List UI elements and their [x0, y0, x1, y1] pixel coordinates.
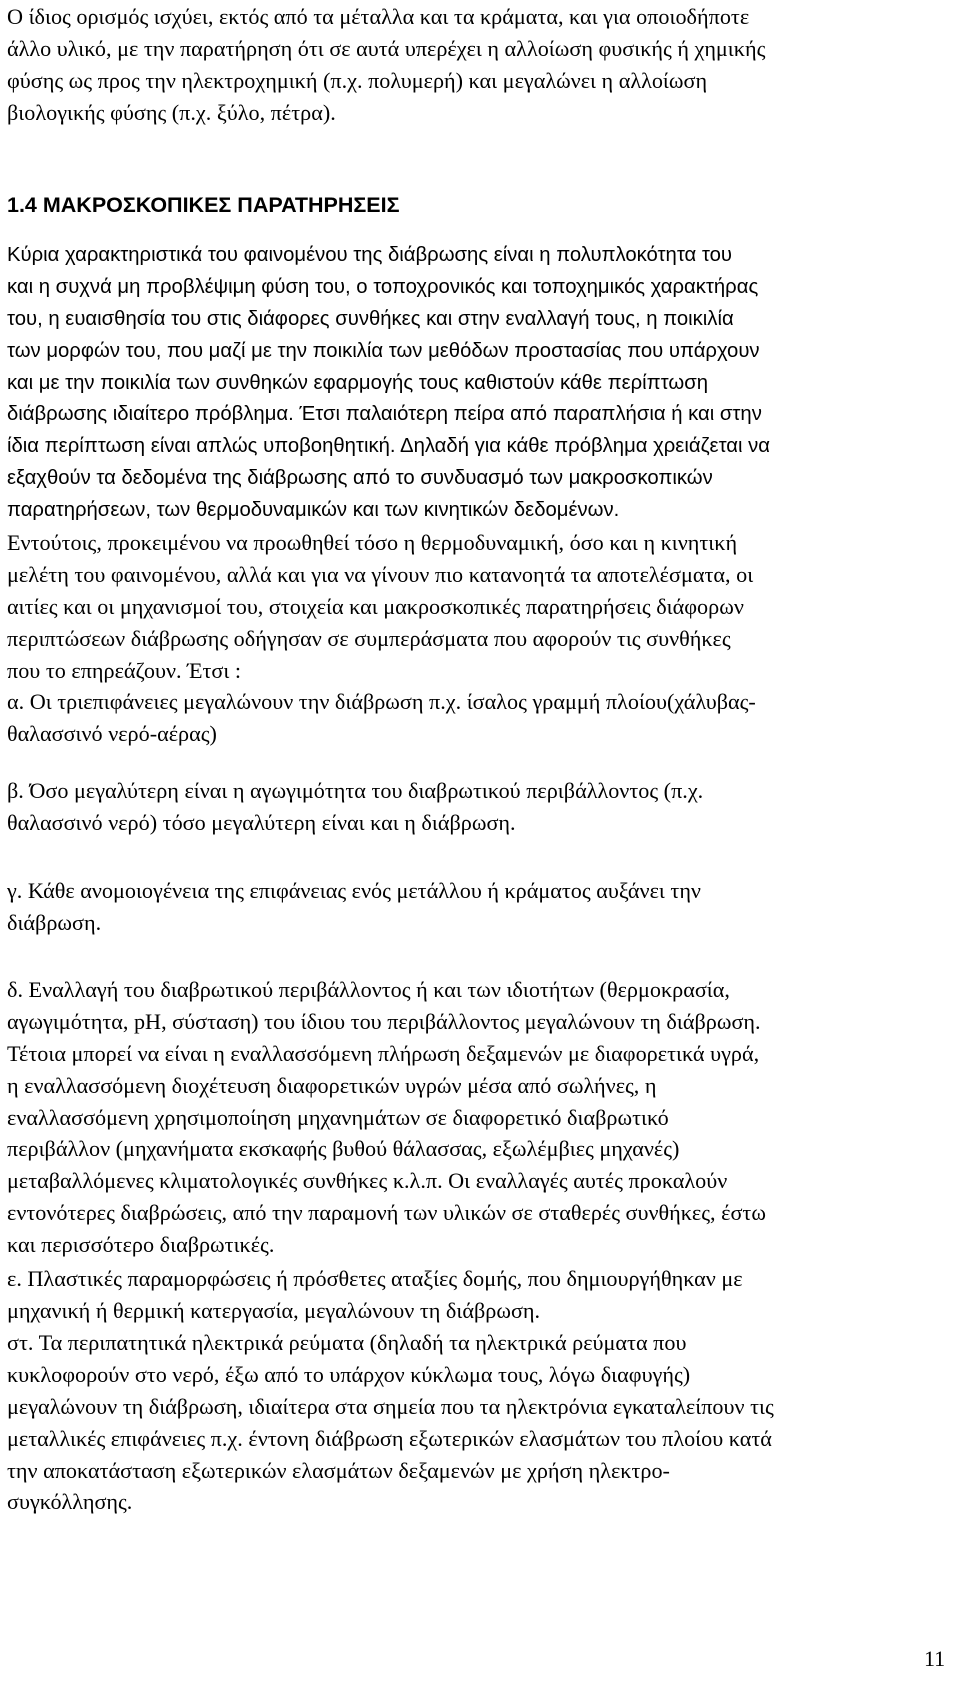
text-line: εντονότερες διαβρώσεις, από την παραμονή των υλικών σε σταθερές συνθήκες, έστω: [7, 1200, 766, 1226]
list-item-a: α. Οι τριεπιφάνειες μεγαλώνουν την διάβρωση π.χ. ίσαλος γραμμή πλοίου(χάλυβας-: [7, 689, 756, 715]
text-line: β. Όσο μεγαλύτερη είναι η αγωγιμότητα του διαβρωτικού περιβάλλοντος (π.χ.: [7, 778, 704, 803]
text-line: περιπτώσεων διάβρωσης οδήγησαν σε συμπεράσματα που αφορούν τις συνθήκες: [7, 625, 731, 651]
text-line: μελέτη του φαινομένου, αλλά και για να γίνουν πιο κατανοητά τα αποτελέσματα, οι: [7, 561, 754, 587]
text-line: δ. Εναλλαγή του διαβρωτικού περιβάλλοντος ή και των ιδιοτήτων (θερμοκρασία,: [7, 977, 730, 1002]
list-item-d: [7, 974, 952, 1261]
text-line: φύσης ως προς την ηλεκτροχημική (π.χ. πολυμερή) και μεγαλώνει η αλλοίωση: [7, 67, 708, 93]
paragraph-conditions: [7, 527, 952, 750]
text-line: θαλασσινό νερό) τόσο μεγαλύτερη είναι και η διάβρωση.: [7, 809, 516, 835]
text-line: μηχανική ή θερμική κατεργασία, μεγαλώνουν τη διάβρωση.: [7, 1297, 541, 1323]
text-line: μεταλλικές επιφάνειες π.χ. έντονη διάβρωση εξωτερικών ελασμάτων του πλοίου κατά: [7, 1425, 772, 1451]
text-line: των μορφών του, που μαζί με την ποικιλία των μεθόδων προστασίας που υπάρχουν: [7, 339, 760, 362]
text-line: άλλο υλικό, με την παρατήρηση ότι σε αυτά υπερέχει η αλλοίωση φυσικής ή χημικής: [7, 35, 766, 61]
text-line: Κύρια χαρακτηριστικά του φαινομένου της διάβρωσης είναι η πολυπλοκότητα του: [7, 244, 733, 266]
text-line: και με την ποικιλία των συνθηκών εφαρμογής τους καθιστούν κάθε περίπτωση: [7, 371, 709, 394]
list-item-a-cont: θαλασσινό νερό-αέρας): [7, 721, 217, 747]
text-line: και περισσότερο διαβρωτικές.: [7, 1232, 275, 1258]
text-line: εναλλασσόμενη χρησιμοποίηση μηχανημάτων σε διαφορετικό διαβρωτικό: [7, 1104, 669, 1130]
text-line: διάβρωσης ιδιαίτερο πρόβλημα. Έτσι παλαιότερη πείρα από παραπλήσια ή και στην: [7, 403, 762, 426]
page-number: 11: [924, 1646, 946, 1671]
text-line: ε. Πλαστικές παραμορφώσεις ή πρόσθετες αταξίες δομής, που δημιουργήθηκαν με: [7, 1266, 743, 1291]
text-line: αιτίες και οι μηχανισμοί του, στοιχεία και μακροσκοπικές παρατηρήσεις διάφορων: [7, 593, 744, 619]
text-line: μεγαλώνουν τη διάβρωση, ιδιαίτερα στα σημεία που τα ηλεκτρόνια εγκαταλείπουν τις: [7, 1393, 774, 1419]
paragraph-overview: [7, 240, 952, 527]
intro-paragraph: [7, 1, 952, 129]
text-line: διάβρωση.: [7, 909, 102, 935]
list-item-st: [7, 1327, 952, 1518]
text-line: Εντούτοις, προκειμένου να προωθηθεί τόσο η θερμοδυναμική, όσο και η κινητική: [7, 530, 738, 555]
text-line: μεταβαλλόμενες κλιματολογικές συνθήκες κ.λ.π. Οι εναλλαγές αυτές προκαλούν: [7, 1168, 728, 1194]
text-line: του, η ευαισθησία του στις διάφορες συνθήκες και στην εναλλαγή τους, η ποικιλία: [7, 307, 734, 330]
text-line: στ. Τα περιπατητικά ηλεκτρικά ρεύματα (δηλαδή τα ηλεκτρικά ρεύματα που: [7, 1330, 687, 1355]
text-line: η εναλλασσόμενη διοχέτευση διαφορετικών υγρών μέσα από σωλήνες, η: [7, 1072, 657, 1098]
list-item-b: [7, 775, 952, 839]
text-line: και η συχνά μη προβλέψιμη φύση του, ο τοποχρονικός και τοποχημικός χαρακτήρας: [7, 275, 759, 298]
text-line: Ο ίδιος ορισμός ισχύει, εκτός από τα μέταλλα και τα κράματα, και για οποιοδήποτε: [7, 4, 750, 29]
list-item-e: [7, 1263, 952, 1327]
text-line: συγκόλλησης.: [7, 1489, 133, 1515]
text-line: εξαχθούν τα δεδομένα της διάβρωσης από το συνδυασμό των μακροσκοπικών: [7, 467, 713, 490]
text-line: βιολογικής φύσης (π.χ. ξύλο, πέτρα).: [7, 99, 336, 125]
text-line: παρατηρήσεων, των θερμοδυναμικών και των κινητικών δεδομένων.: [7, 499, 620, 522]
text-line: που το επηρεάζουν. Έτσι :: [7, 657, 242, 683]
text-line: γ. Κάθε ανομοιογένεια της επιφάνειας ενός μετάλλου ή κράματος αυξάνει την: [7, 878, 701, 903]
section-heading: 1.4 ΜΑΚΡΟΣΚΟΠΙΚΕΣ ΠΑΡΑΤΗΡΗΣΕΙΣ: [7, 193, 400, 217]
text-line: αγωγιμότητα, pH, σύσταση) του ίδιου του περιβάλλοντος μεγαλώνουν τη διάβρωση.: [7, 1008, 761, 1034]
text-line: Τέτοια μπορεί να είναι η εναλλασσόμενη πλήρωση δεξαμενών με διαφορετικά υγρά,: [7, 1040, 760, 1066]
text-line: περιβάλλον (μηχανήματα εκσκαφής βυθού θάλασσας, εξωλέμβιες μηχανές): [7, 1136, 680, 1162]
text-line: ίδια περίπτωση είναι απλώς υποβοηθητική. Δηλαδή για κάθε πρόβλημα χρειάζεται να: [7, 435, 771, 458]
list-item-c: [7, 875, 952, 939]
text-line: κυκλοφορούν στο νερό, έξω από το υπάρχον κύκλωμα τους, λόγω διαφυγής): [7, 1361, 691, 1387]
text-line: την αποκατάσταση εξωτερικών ελασμάτων δεξαμενών με χρήση ηλεκτρο-: [7, 1457, 670, 1483]
